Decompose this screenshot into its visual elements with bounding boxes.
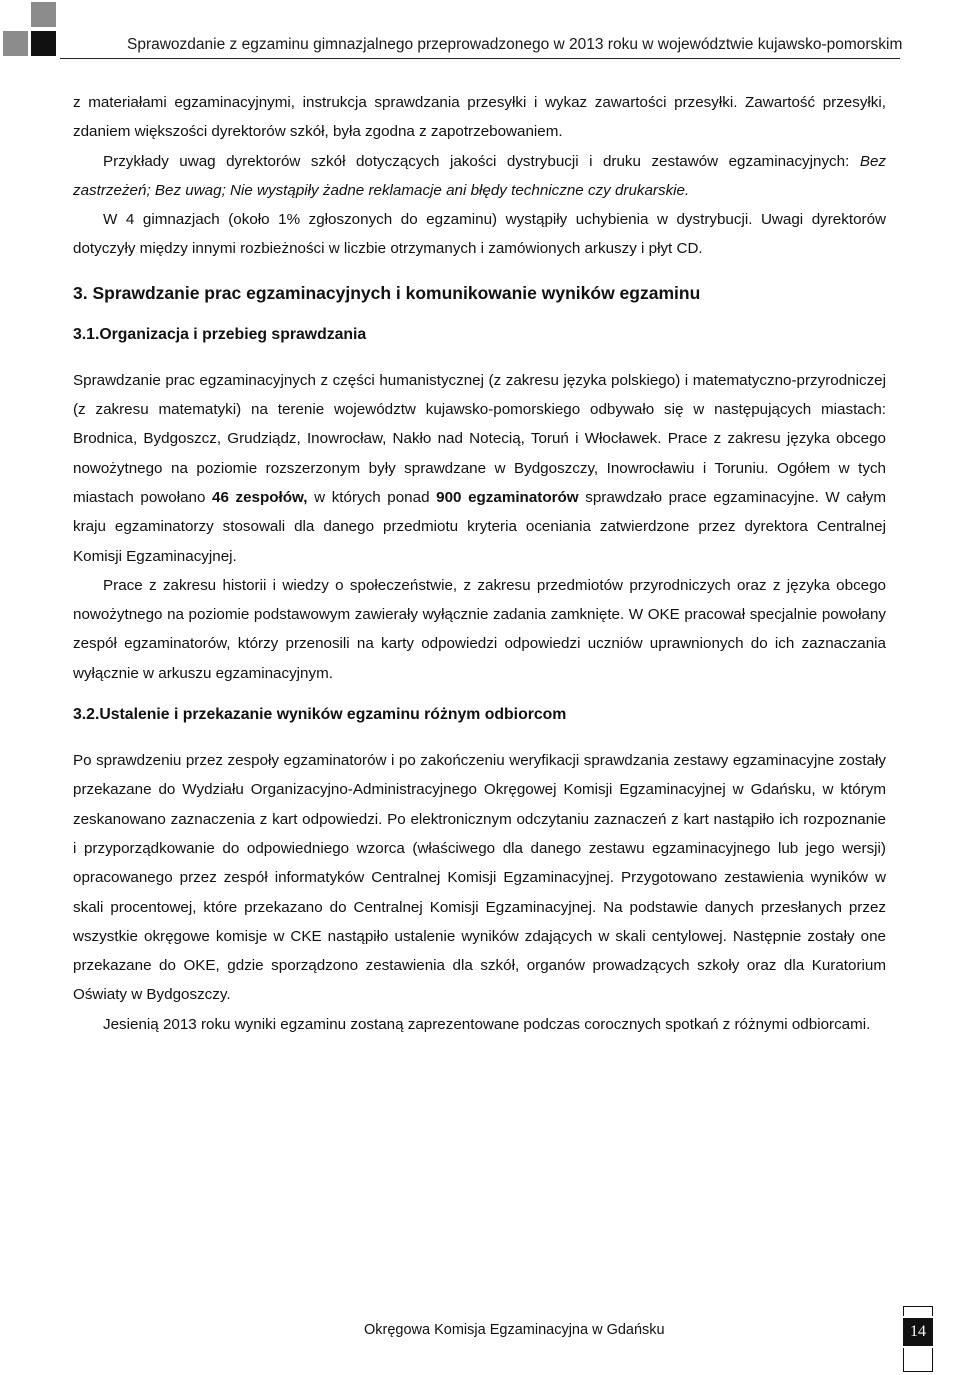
logo-squares (0, 0, 60, 60)
section-3-2-heading: 3.2.Ustalenie i przekazanie wyników egzaminu różnym odbiorcom (73, 706, 567, 724)
s31-p1-bold-teams: 46 zespołów, (212, 488, 308, 506)
s31-p1-e: sprawdzało prace egzaminacyjne. W całym kraju egzaminatorzy stosowali dla danego przedmiotu kryteria oceniania zatwierdzone przez dyrektora Centralnej Komisji Egzaminacyjnej. (73, 488, 887, 565)
s31-p1-bold-examiners: 900 egzaminatorów (436, 488, 579, 506)
section-3-1-paragraph-1 (73, 366, 886, 571)
intro-paragraph-2-italic: Bez zastrzeżeń; Bez uwag; Nie wystąpiły żadne reklamacje ani błędy techniczne czy drukarskie. (73, 152, 886, 199)
intro-paragraph-1: z materiałami egzaminacyjnymi, instrukcja sprawdzania przesyłki i wykaz zawartości przesyłki. Zawartość przesyłki, zdaniem większości dyrektorów szkół, była zgodna z zapotrzebowaniem. (73, 94, 886, 141)
footer-organization: Okręgowa Komisja Egzaminacyjna w Gdańsku (364, 1322, 665, 1338)
page-number-frame-top (903, 1306, 933, 1316)
main-content (73, 88, 886, 1039)
logo-square-bottom-right (31, 31, 56, 56)
header-title: Sprawozdanie z egzaminu gimnazjalnego przeprowadzonego w 2013 roku w województwie kujawsko-pomorskim (127, 36, 903, 53)
logo-square-bottom-left (3, 31, 28, 56)
intro-paragraph-2 (73, 147, 886, 206)
section-3-1-paragraph-2: Prace z zakresu historii i wiedzy o społeczeństwie, z zakresu przedmiotów przyrodniczych oraz z języka obcego nowożytnego na poziomie podstawowym zawierały wyłącznie zadania zamknięte. W OKE pracował specjalnie powołany zespół egzaminatorów, którzy przenosili na karty odpowiedzi odpowiedzi uczniów uprawnionych do ich zaznaczania wyłącznie w arkuszu egzaminacyjnym. (73, 576, 886, 682)
s31-p1-c: w których ponad (307, 488, 437, 506)
header-divider (60, 58, 900, 59)
logo-square-top-right (31, 2, 56, 27)
intro-paragraph-3: W 4 gimnazjach (około 1% zgłoszonych do egzaminu) wystąpiły uchybienia w dystrybucji. Uwagi dyrektorów dotyczyły między innymi rozbieżności w liczbie otrzymanych i zamówionych arkuszy i płyt CD. (73, 211, 886, 258)
section-3-2-paragraph-2: Jesienią 2013 roku wyniki egzaminu zostaną zaprezentowane podczas corocznych spotkań z różnymi odbiorcami. (103, 1015, 871, 1033)
section-3-1-heading: 3.1.Organizacja i przebieg sprawdzania (73, 325, 367, 343)
s31-p1-a: Sprawdzanie prac egzaminacyjnych z części humanistycznej (z zakresu języka polskiego) i matematyczno-przyrodniczej (z zakresu matematyki) na terenie województw kujawsko-pomorskiego odbywało się w następujących miastach: Brodnica, Bydgoszcz, Grudziądz, Inowrocław, Nakło nad Notecią, Toruń i Włocławek. Prace z zakresu języka obcego nowożytnego na poziomie rozszerzonym były sprawdzane w Bydgoszczy, Inowrocławiu i Toruniu. Ogółem w tych miastach powołano (73, 371, 886, 506)
intro-paragraph-2-text: Przykłady uwag dyrektorów szkół dotyczących jakości dystrybucji i druku zestawów egzaminacyjnych: (103, 152, 850, 170)
section-3-2-paragraph-1: Po sprawdzeniu przez zespoły egzaminatorów i po zakończeniu weryfikacji sprawdzania zestawy egzaminacyjne zostały przekazane do Wydziału Organizacyjno-Administracyjnego Okręgowej Komisji Egzaminacyjnej w Gdańsku, w którym zeskanowano zaznaczenia z kart odpowiedzi. Po elektronicznym odczytaniu zaznaczeń z kart nastąpiło ich rozpoznanie i przyporządkowanie do odpowiedniego wzorca (właściwego dla danego zestawu egzaminacyjnego lub jego wersji) opracowanego przez zespół informatyków Centralnej Komisji Egzaminacyjnej. Przygotowano zestawienia wyników w skali procentowej, które przekazano do Centralnej Komisji Egzaminacyjnej. Na podstawie danych przesłanych przez wszystkie okręgowe komisje w CKE nastąpiło ustalenie wyników zdających w skali centylowej. Następnie zostały one przekazane do OKE, gdzie sporządzono zestawienia dla szkół, organów prowadzących szkoły oraz dla Kuratorium Oświaty w Bydgoszczy. (73, 752, 886, 1004)
section-3-heading: 3. Sprawdzanie prac egzaminacyjnych i komunikowanie wyników egzaminu (73, 282, 701, 303)
page-number: 14 (903, 1318, 933, 1346)
page-number-frame-bottom (903, 1348, 933, 1372)
